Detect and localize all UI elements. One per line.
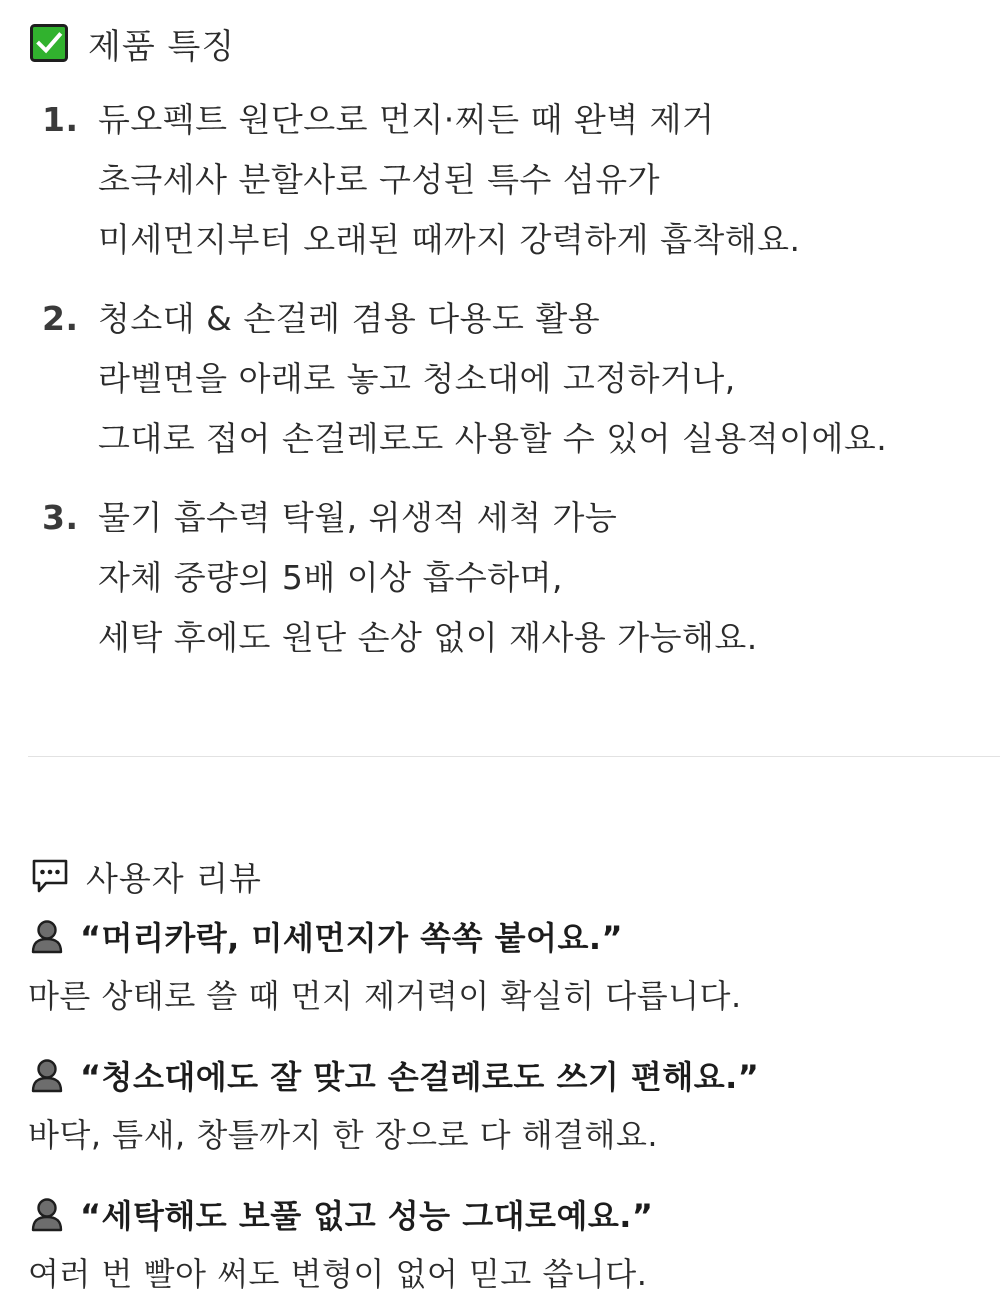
feature-number: 2. bbox=[42, 299, 79, 338]
reviews-header bbox=[30, 850, 262, 902]
review-body: 여러 번 빨아 써도 변형이 없어 믿고 씁니다. bbox=[28, 1255, 648, 1293]
user-silhouette-icon bbox=[28, 1056, 66, 1094]
feature-description: 그대로 접어 손걸레로도 사용할 수 있어 실용적이에요. bbox=[98, 419, 888, 458]
user-silhouette-icon bbox=[28, 1195, 66, 1233]
review-quote: “청소대에도 잘 맞고 손걸레로도 쓰기 편해요.” bbox=[80, 1058, 760, 1096]
feature-line bbox=[42, 210, 992, 270]
section-divider bbox=[28, 756, 1000, 757]
feature-description: 초극세사 분할사로 구성된 특수 섬유가 bbox=[98, 160, 661, 199]
review-quote: “머리카락, 미세먼지가 쏙쏙 붙어요.” bbox=[80, 919, 624, 957]
review-item-2 bbox=[28, 1045, 988, 1165]
review-quote-line bbox=[28, 1184, 988, 1244]
feature-heading: 청소대 & 손걸레 겸용 다용도 활용 bbox=[98, 299, 601, 338]
feature-line bbox=[42, 349, 992, 409]
review-quote-line bbox=[28, 1045, 988, 1105]
check-mark-button-icon bbox=[30, 24, 68, 62]
feature-description: 자체 중량의 5배 이상 흡수하며, bbox=[98, 558, 563, 597]
feature-line bbox=[42, 488, 992, 548]
reviews-title: 사용자 리뷰 bbox=[86, 858, 262, 898]
feature-heading: 듀오펙트 원단으로 먼지·찌든 때 완벽 제거 bbox=[98, 100, 715, 139]
user-silhouette-icon bbox=[28, 917, 66, 955]
features-header bbox=[30, 18, 235, 68]
features-title: 제품 특징 bbox=[88, 26, 236, 67]
feature-line bbox=[42, 608, 992, 668]
feature-item-1 bbox=[42, 90, 992, 270]
feature-description: 미세먼지부터 오래된 때까지 강력하게 흡착해요. bbox=[98, 220, 801, 259]
feature-description: 라벨면을 아래로 놓고 청소대에 고정하거나, bbox=[98, 359, 736, 398]
feature-item-2 bbox=[42, 289, 992, 469]
feature-number: 1. bbox=[42, 100, 79, 139]
feature-description: 세탁 후에도 원단 손상 없이 재사용 가능해요. bbox=[98, 618, 758, 657]
review-body: 마른 상태로 쓸 때 먼지 제거력이 확실히 다릅니다. bbox=[28, 977, 742, 1015]
feature-line bbox=[42, 548, 992, 608]
feature-heading: 물기 흡수력 탁월, 위생적 세척 가능 bbox=[98, 498, 618, 537]
review-item-3 bbox=[28, 1184, 988, 1304]
review-quote-line bbox=[28, 906, 988, 966]
feature-line bbox=[42, 409, 992, 469]
review-quote: “세탁해도 보풀 없고 성능 그대로예요.” bbox=[80, 1197, 654, 1235]
feature-number: 3. bbox=[42, 498, 79, 537]
feature-line bbox=[42, 289, 992, 349]
review-item-1 bbox=[28, 906, 988, 1026]
review-body: 바닥, 틈새, 창틀까지 한 장으로 다 해결해요. bbox=[28, 1116, 659, 1154]
speech-balloon-icon bbox=[30, 856, 70, 896]
feature-line bbox=[42, 150, 992, 210]
feature-line bbox=[42, 90, 992, 150]
feature-item-3 bbox=[42, 488, 992, 668]
